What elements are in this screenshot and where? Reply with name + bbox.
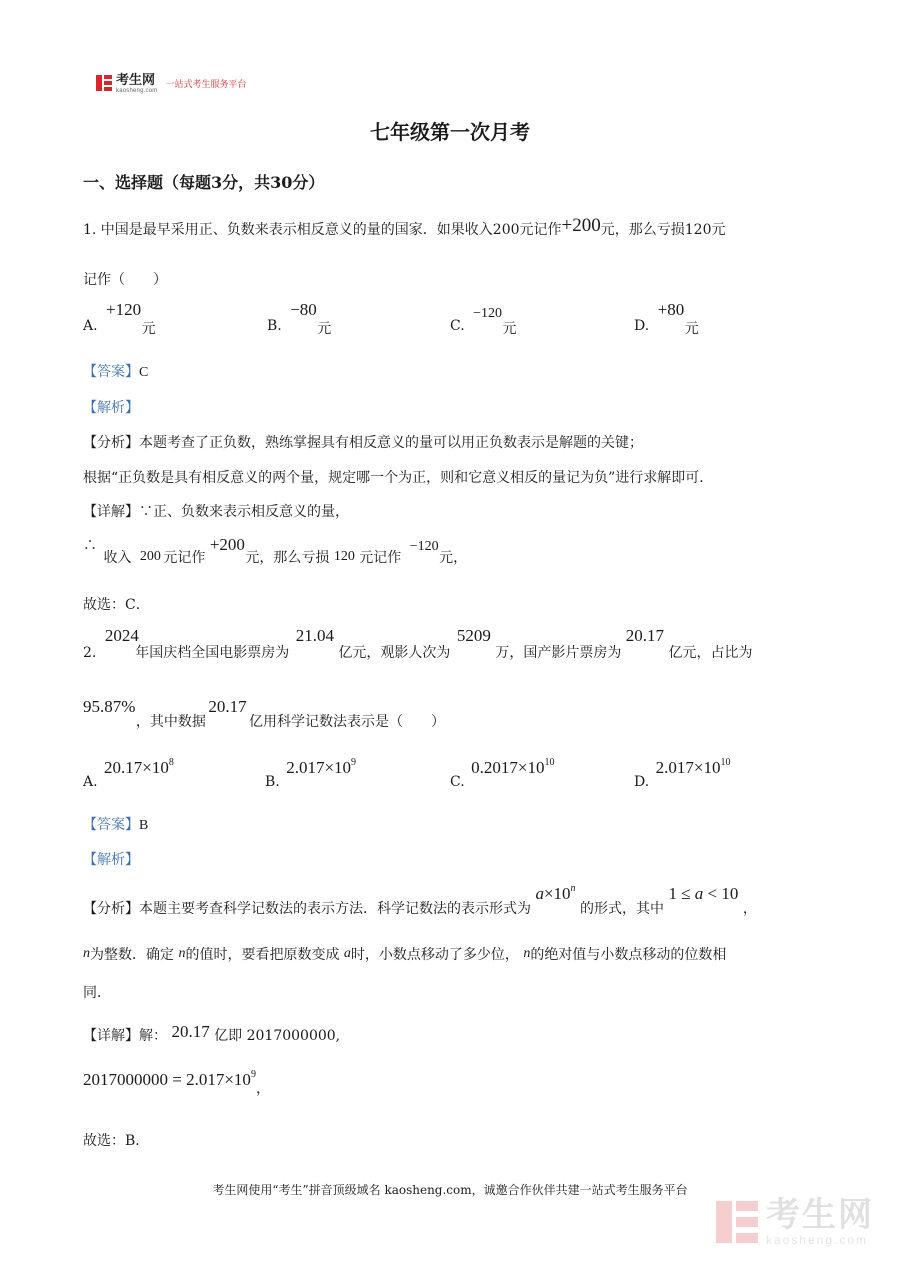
q2-option-letter: B. <box>265 774 280 790</box>
therefore-symbol: ∴ <box>83 538 97 554</box>
page-footer: 考生网使用“考生”拼音顶级域名 kaosheng.com，诚邀合作伙伴共建一站式考生服务平台 <box>212 1183 688 1197</box>
q2-option-base: 0.2017×10 <box>471 758 545 777</box>
watermark-logo <box>716 1198 874 1246</box>
q2-option-letter: D. <box>634 774 650 790</box>
q2-value: 20.17 <box>625 626 665 645</box>
q2-fenxi-line3: 同． <box>83 985 111 1001</box>
q1-d2-num: 200 <box>139 549 161 564</box>
q1-option-value: −80 <box>290 300 317 319</box>
q1-d2-math: +200 <box>209 535 245 554</box>
comma: ， <box>255 1081 270 1097</box>
q2-detail-line2 <box>83 1069 270 1097</box>
fenxi-tag: 【分析】 <box>83 435 139 451</box>
answer-tag: 【答案】 <box>83 364 139 380</box>
q2-stem-text: 年国庆档全国电影票房为 <box>135 645 290 661</box>
q1-option-d <box>634 300 699 337</box>
q2-option-value <box>471 758 554 777</box>
comma: ， <box>742 901 757 917</box>
q1-d2-text: 元，那么亏损 <box>245 550 330 566</box>
q2-option-d <box>634 757 731 790</box>
q2-option-a <box>83 757 174 790</box>
q1-option-letter: B. <box>267 318 282 334</box>
watermark-word: 考生网 <box>766 1196 874 1234</box>
q1-option-value: +80 <box>657 300 685 319</box>
q2-option-value <box>286 758 356 777</box>
q1-detail <box>83 501 349 521</box>
q2-option-letter: C. <box>450 774 465 790</box>
fenxi-text: 本题考查了正负数，熟练掌握具有相反意义的量可以用正负数表示是解题的关键； <box>139 435 643 451</box>
fenxi-tag: 【分析】 <box>83 901 139 917</box>
var-n: n <box>523 946 531 961</box>
page-title: 七年级第一次月考 <box>370 120 530 144</box>
fenxi-text: 的值时，要看把原数变成 <box>185 947 340 963</box>
q1-d2-text: 元记作 <box>359 550 402 566</box>
fenxi-text-2: 的形式，其中 <box>580 901 664 917</box>
q2-stem-text: 亿元，观影人次为 <box>338 645 451 661</box>
range-right: < 10 <box>703 884 739 903</box>
detail-equation <box>83 1070 256 1089</box>
detail-tag: 【详解】 <box>83 1028 139 1044</box>
header-logo <box>96 72 246 94</box>
q1-choose: 故选：C． <box>83 597 150 613</box>
detail-text: ∵正、负数来表示相反意义的量， <box>139 504 349 520</box>
q2-stem-line1 <box>83 626 753 661</box>
q2-option-exp: 10 <box>720 757 731 768</box>
answer-value: C <box>139 365 149 380</box>
q2-value: 21.04 <box>295 626 334 645</box>
q2-option-b <box>265 757 357 790</box>
q1-detail-line2 <box>83 535 468 566</box>
fenxi-text: 时，小数点移动了多少位， <box>350 947 519 963</box>
q1-d2-text: 收入 <box>103 550 132 566</box>
equation-exp: 9 <box>250 1069 256 1080</box>
q2-fenxi <box>83 883 757 917</box>
q2-fenxi-line2 <box>83 944 726 964</box>
q1-option-a <box>83 300 156 337</box>
q1-option-unit: 元 <box>141 321 156 337</box>
q1-stem-text-2: 元，那么亏损120元 <box>600 222 726 238</box>
q2-value: 5209 <box>456 626 491 645</box>
q2-detail <box>83 1022 340 1042</box>
q2-option-value <box>104 758 174 777</box>
detail-tag: 【详解】 <box>83 504 139 520</box>
q2-stem-line2 <box>83 697 453 730</box>
q2-option-base: 2.017×10 <box>655 758 721 777</box>
q2-stem-text: ，其中数据 <box>135 714 206 730</box>
q2-number: 2. <box>83 645 97 661</box>
q1-answer <box>83 361 148 381</box>
q1-option-unit: 元 <box>684 321 699 337</box>
fenxi-text: 为整数．确定 <box>90 947 174 963</box>
sci-notation-form <box>535 884 575 903</box>
logo-slogan: 一站式考生服务平台 <box>165 79 247 90</box>
q1-option-unit: 元 <box>317 321 332 337</box>
q1-stem-line1 <box>83 215 726 240</box>
q1-option-unit: 元 <box>502 321 517 337</box>
q1-d2-math: −120 <box>409 539 439 554</box>
q2-stem-text: 万，国产影片票房为 <box>495 645 622 661</box>
section-heading: 一、选择题（每题3分，共30分） <box>83 173 325 192</box>
answer-tag: 【答案】 <box>83 817 139 833</box>
times-ten: ×10 <box>543 884 571 903</box>
fenxi-text: 本题主要考查科学记数法的表示方法．科学记数法的表示形式为 <box>139 901 531 917</box>
q2-percent: 95.87% <box>83 697 136 716</box>
var-a: a <box>343 946 351 961</box>
q2-option-exp: 8 <box>168 757 174 768</box>
detail-text: 解： <box>139 1028 167 1044</box>
equation-body: 2017000000 = 2.017×10 <box>83 1070 251 1089</box>
q1-fenxi <box>83 432 643 452</box>
logo-domain: kaosheng.com <box>116 88 158 94</box>
kaosheng-watermark-icon <box>716 1201 758 1243</box>
kaosheng-logo-icon <box>96 75 112 91</box>
q2-value: 20.17 <box>208 697 247 716</box>
q2-choose: 故选：B． <box>83 1133 150 1149</box>
q1-option-value: −120 <box>473 306 503 321</box>
q2-option-base: 20.17×10 <box>104 758 169 777</box>
var-n: n <box>178 946 186 961</box>
fenxi-text: 的绝对值与小数点移动的位数相 <box>530 947 727 963</box>
q1-option-c <box>450 302 517 337</box>
q1-stem-text: 1. 中国是最早采用正、负数来表示相反意义的量的国家．如果收入200元记作 <box>83 222 562 238</box>
var-a: a <box>535 884 544 903</box>
q1-analysis-tag: 【解析】 <box>83 400 139 416</box>
detail-value: 20.17 <box>171 1022 210 1041</box>
q2-answer <box>83 814 148 834</box>
q1-option-letter: C. <box>450 318 465 334</box>
answer-value: B <box>139 818 149 833</box>
q1-stem-math: +200 <box>561 215 601 236</box>
var-a: a <box>694 884 704 903</box>
q1-d2-text: 元记作 <box>163 550 206 566</box>
q1-d2-num: 120 <box>333 549 355 564</box>
q2-stem-text: 亿元，占比为 <box>668 645 753 661</box>
q2-stem-text: 亿用科学记数法表示是（ ） <box>249 714 446 730</box>
q2-option-exp: 9 <box>351 757 357 768</box>
var-n: n <box>570 883 576 894</box>
q1-stem-line2: 记作（ ） <box>83 272 167 288</box>
q2-option-c <box>450 757 555 790</box>
q2-year: 2024 <box>104 626 139 645</box>
q1-option-letter: D. <box>634 318 650 334</box>
q2-option-exp: 10 <box>544 757 555 768</box>
q1-option-letter: A. <box>83 318 98 334</box>
q1-option-value: +120 <box>106 300 142 319</box>
range-left: 1 ≤ <box>668 884 695 903</box>
var-n: n <box>83 946 90 961</box>
q2-analysis-tag: 【解析】 <box>83 852 139 868</box>
q1-d2-text: 元， <box>439 550 468 566</box>
q1-fenxi-line2: 根据“正负数是具有相反意义的两个量，规定哪一个为正，则和它意义相反的量记为负”进行求解即可． <box>83 470 714 486</box>
q1-option-b <box>267 300 332 337</box>
q2-option-value <box>656 758 731 777</box>
logo-name: 考生网 <box>116 72 156 87</box>
a-range <box>668 884 738 903</box>
watermark-domain: kaosheng.com <box>766 1233 869 1247</box>
q2-option-letter: A. <box>83 774 98 790</box>
q2-option-base: 2.017×10 <box>286 758 352 777</box>
detail-text-2: 亿即 2017000000, <box>214 1028 341 1044</box>
